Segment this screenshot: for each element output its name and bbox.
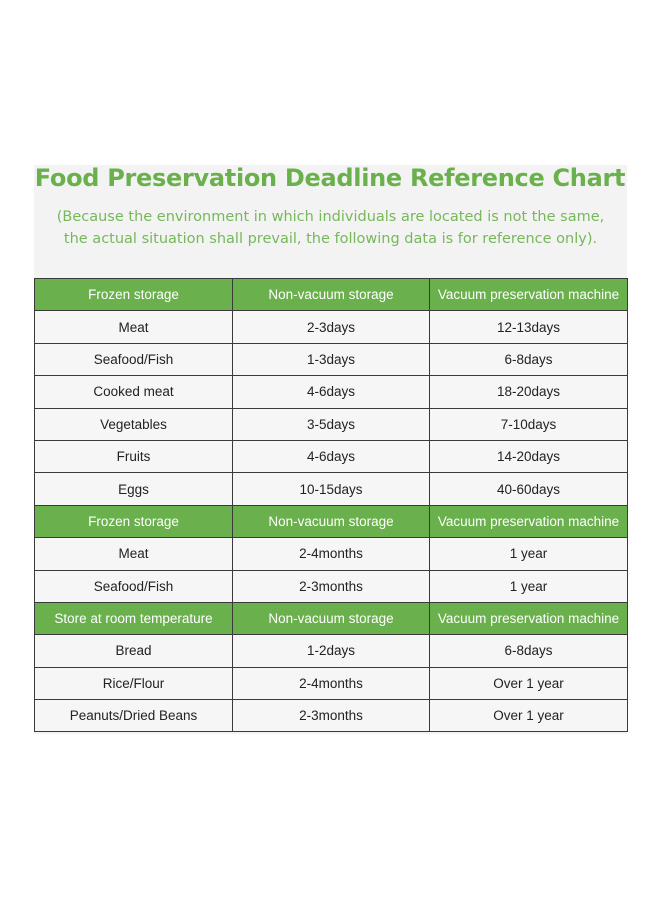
section-header-frozen-long <box>35 505 628 537</box>
non-vacuum-duration: 1-3days <box>233 343 430 375</box>
header-non-vacuum: Non-vacuum storage <box>233 602 430 634</box>
food-name: Seafood/Fish <box>35 570 233 602</box>
header-vacuum: Vacuum preservation machine <box>430 279 628 311</box>
section-header-room-temperature <box>35 602 628 634</box>
header-vacuum: Vacuum preservation machine <box>430 602 628 634</box>
vacuum-duration: Over 1 year <box>430 700 628 732</box>
food-name: Vegetables <box>35 408 233 440</box>
table-row <box>35 376 628 408</box>
non-vacuum-duration: 4-6days <box>233 376 430 408</box>
table-row <box>35 343 628 375</box>
table-row <box>35 700 628 732</box>
page-title: Food Preservation Deadline Reference Chart <box>34 164 626 192</box>
food-name: Eggs <box>35 473 233 505</box>
header-non-vacuum: Non-vacuum storage <box>233 505 430 537</box>
food-name: Meat <box>35 538 233 570</box>
non-vacuum-duration: 2-4months <box>233 538 430 570</box>
food-name: Meat <box>35 311 233 343</box>
food-name: Cooked meat <box>35 376 233 408</box>
table-row <box>35 635 628 667</box>
table-row <box>35 667 628 699</box>
table-row <box>35 538 628 570</box>
food-name: Rice/Flour <box>35 667 233 699</box>
non-vacuum-duration: 2-4months <box>233 667 430 699</box>
vacuum-duration: 14-20days <box>430 440 628 472</box>
non-vacuum-duration: 2-3days <box>233 311 430 343</box>
vacuum-duration: Over 1 year <box>430 667 628 699</box>
non-vacuum-duration: 1-2days <box>233 635 430 667</box>
food-name: Fruits <box>35 440 233 472</box>
header-vacuum: Vacuum preservation machine <box>430 505 628 537</box>
header-storage-method: Frozen storage <box>35 505 233 537</box>
table-row <box>35 473 628 505</box>
vacuum-duration: 1 year <box>430 538 628 570</box>
food-name: Seafood/Fish <box>35 343 233 375</box>
table-row <box>35 440 628 472</box>
preservation-table <box>34 278 628 732</box>
header-storage-method: Frozen storage <box>35 279 233 311</box>
vacuum-duration: 1 year <box>430 570 628 602</box>
vacuum-duration: 18-20days <box>430 376 628 408</box>
vacuum-duration: 40-60days <box>430 473 628 505</box>
vacuum-duration: 6-8days <box>430 635 628 667</box>
table-row <box>35 311 628 343</box>
section-header-frozen-short <box>35 279 628 311</box>
disclaimer-line-2: the actual situation shall prevail, the following data is for reference only). <box>63 231 598 247</box>
header-storage-method: Store at room temperature <box>35 602 233 634</box>
disclaimer-note <box>34 206 627 250</box>
non-vacuum-duration: 2-3months <box>233 570 430 602</box>
table-row <box>35 570 628 602</box>
non-vacuum-duration: 3-5days <box>233 408 430 440</box>
food-name: Bread <box>35 635 233 667</box>
disclaimer-line-1: (Because the environment in which individuals are located is not the same, <box>56 209 605 225</box>
vacuum-duration: 7-10days <box>430 408 628 440</box>
non-vacuum-duration: 2-3months <box>233 700 430 732</box>
non-vacuum-duration: 4-6days <box>233 440 430 472</box>
non-vacuum-duration: 10-15days <box>233 473 430 505</box>
table-row <box>35 408 628 440</box>
header-non-vacuum: Non-vacuum storage <box>233 279 430 311</box>
food-name: Peanuts/Dried Beans <box>35 700 233 732</box>
vacuum-duration: 6-8days <box>430 343 628 375</box>
vacuum-duration: 12-13days <box>430 311 628 343</box>
